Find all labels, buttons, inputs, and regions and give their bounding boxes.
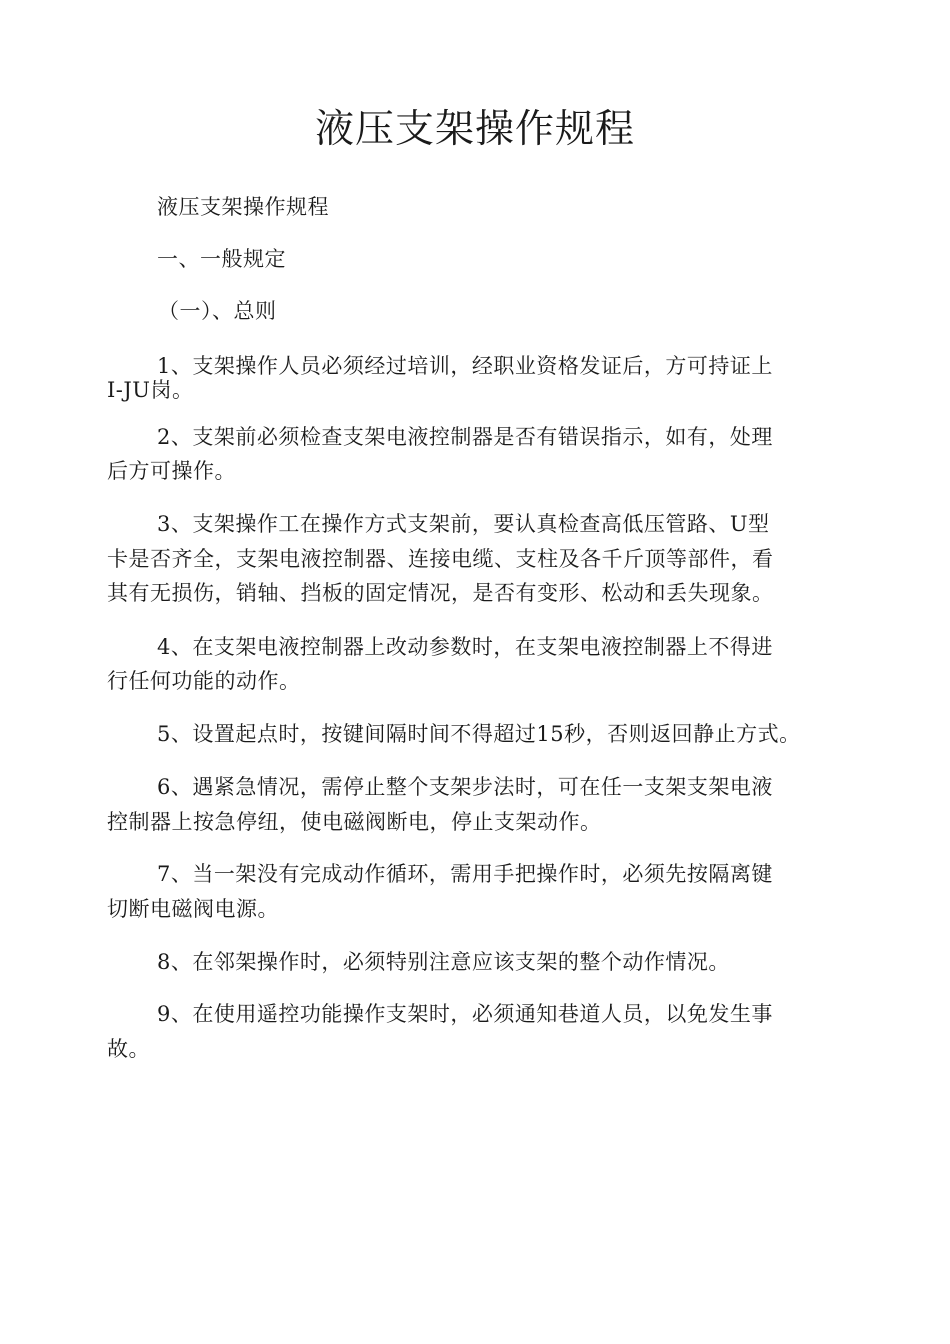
paragraph-line: 5、设置起点时，按键间隔时间不得超过15秒，否则返回静止方式。 <box>157 722 801 746</box>
paragraph-line: 卡是否齐全，支架电液控制器、连接电缆、支柱及各千斤顶等部件，看 <box>107 547 774 571</box>
paragraph-line: 切断电磁阀电源。 <box>107 897 279 921</box>
paragraph-line: 8、在邻架操作时，必须特别注意应该支架的整个动作情况。 <box>157 950 730 974</box>
document-subtitle: 液压支架操作规程 <box>157 195 329 219</box>
paragraph-line: 3、支架操作工在操作方式支架前，要认真检查高低压管路、U型 <box>157 512 770 536</box>
paragraph-line: 后方可操作。 <box>107 459 236 483</box>
paragraph-line: 4、在支架电液控制器上改动参数时，在支架电液控制器上不得进 <box>157 635 773 659</box>
section-heading: 一、一般规定 <box>157 247 286 271</box>
paragraph-line: 9、在使用遥控功能操作支架时，必须通知巷道人员，以免发生事 <box>157 1002 773 1026</box>
paragraph-line: 故。 <box>107 1037 150 1061</box>
document-title: 液压支架操作规程 <box>314 107 635 152</box>
paragraph-line: 控制器上按急停纽，使电磁阀断电，停止支架动作。 <box>107 810 602 834</box>
paragraph-line: 其有无损伤，销轴、挡板的固定情况，是否有变形、松动和丢失现象。 <box>107 581 774 605</box>
paragraph-line: 6、遇紧急情况，需停止整个支架步法时，可在任一支架支架电液 <box>157 775 773 799</box>
paragraph-line: I-JU岗。 <box>107 378 194 402</box>
paragraph-line: 1、支架操作人员必须经过培训，经职业资格发证后，方可持证上 <box>157 354 773 378</box>
paragraph-line: 行任何功能的动作。 <box>107 669 301 693</box>
paragraph-line: 7、当一架没有完成动作循环，需用手把操作时，必须先按隔离键 <box>157 862 773 886</box>
subsection-heading: （一）、总则 <box>158 299 277 323</box>
paragraph-line: 2、支架前必须检查支架电液控制器是否有错误指示，如有，处理 <box>157 425 773 449</box>
